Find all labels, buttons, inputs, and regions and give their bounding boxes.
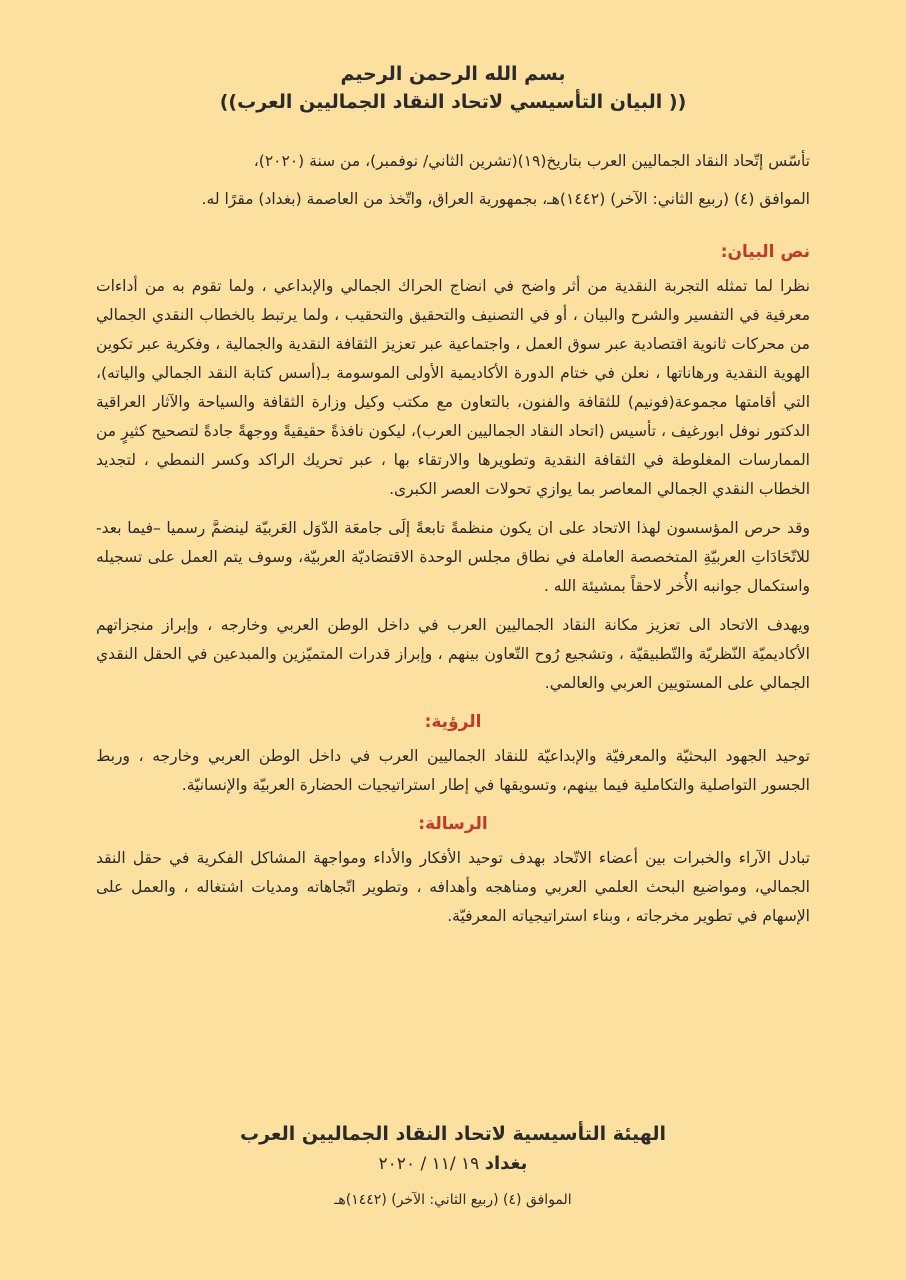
footer-organization: الهيئة التأسيسية لاتحاد النقاد الجماليين العرب [240, 1123, 666, 1145]
statement-paragraph-1: نظرا لما تمثله التجربة النقدية من أثر واضح في انضاج الحراك الجمالي والإبداعي ، ولما تقوم به من أداءات معرفية في التفسير والشرح والبيان ، أو في التصنيف والتحقيق والتحقيب ، ولما يرتبط بالخطاب النقدي الجمالي من محركات ثانوية اقتصادية عبر سوق العمل ، واجتماعية عبر تعزيز الثقافة النقدية والجمالية ، وفكرية عبر تكوين الهوية النقدية ورهاناتها ، نعلن في ختام الدورة الأكاديمية الأولى الموسومة بـ(أسس كتابة النقد الجمالي والياته)، التي أقامتها مجموعة(فونيم) للثقافة والفنون، بالتعاون مع مكتب وكيل وزارة الثقافة والسياحة والآثار العراقية الدكتور نوفل ابورغيف ، تأسيس (اتحاد النقاد الجماليين العرب)، ليكون نافذةً حقيقيةً ووجهةً جادةً لتصحيح كثيرٍ من الممارسات المغلوطة في الثقافة النقدية وتطويرها والارتقاء بها ، عبر تحريك الراكد وكسر النمطي ، لتجديد الخطاب النقدي الجمالي المعاصر بما يوازي تحولات العصر الكبرى. [96, 277, 810, 498]
intro-line-2: الموافق (٤) (ربيع الثاني: الآخر) (١٤٤٢)هـ، بجمهورية العراق، واتّخذ من العاصمة (بغداد) مقرًا له. [201, 190, 810, 208]
footer-date: ١٩ /١١ / ٢٠٢٠ [378, 1154, 480, 1174]
basmala: بسم الله الرحمن الرحيم [340, 63, 566, 85]
mission-text: تبادل الآراء والخبرات بين أعضاء الاتّحاد بهدف توحيد الأفكار والأداء ومواجهة المشاكل الفكرية في حقل النقد الجمالي، ومواضيع البحث العلمي العربي ومناهجه وأهدافه ، وتطوير اتّجاهاته ومديات اشتغاله ، والعمل على الإسهام في تطوير مخرجاته ، وبناء استراتيجياته المعرفيّة. [96, 849, 810, 925]
statement-section [96, 238, 810, 698]
document-title: (( البيان التأسيسي لاتحاد النقاد الجماليين العرب)) [219, 91, 687, 113]
vision-title: الرؤية: [424, 712, 482, 732]
document-header [96, 60, 810, 116]
footer-place-date [0, 1150, 906, 1178]
mission-section [96, 810, 810, 931]
footer-city: بغداد [484, 1153, 528, 1174]
mission-title: الرسالة: [418, 814, 488, 834]
statement-paragraph-2: وقد حرص المؤسسون لهذا الاتحاد على ان يكون منظمةً تابعةً إلَى جامعَة الدّوَل العَربيّة لينضمَّ رسميا –فيما بعد- للاتّحَادَاتِ العربيّةِ المتخصصة العاملة في نطاق مجلس الوحدة الاقتصَاديّة العربيّة، وسوف يتم العمل على تسجيله واستكمال جوانبه الأُخر لاحقاً بمشيئة الله . [96, 519, 810, 595]
intro-line-1: تأسّس إتّحاد النقاد الجماليين العرب بتاريخ(١٩)(تشرين الثاني/ نوفمبر)، من سنة (٢٠٢٠)، [253, 152, 810, 170]
footer-hijri-date: الموافق (٤) (ربيع الثاني: الآخر) (١٤٤٢)هـ [334, 1192, 572, 1208]
document-footer [0, 1118, 906, 1220]
vision-text: توحيد الجهود البحثيّة والمعرفيّة والإبداعيّة للنقاد الجماليين العرب في داخل الوطن العربي وخارجه ، وربط الجسور التواصلية والتكاملية فيما بينهم، وتسويقها في إطار استراتيجيات الحضارة العربيّة والإنسانيّة. [96, 747, 810, 794]
statement-paragraph-3: ويهدف الاتحاد الى تعزيز مكانة النقاد الجماليين العرب في داخل الوطن العربي وخارجه ، وإبراز منجزاتهم الأكاديميّة النّظريّة والتّطبيقيّة ، وتشجيع رُوح التّعاون بينهم ، وإبراز قدرات المتميّزين والمبدعين في الحقل النقدي الجمالي على المستويين العربي والعالمي. [96, 616, 810, 692]
statement-title: نص البيان: [720, 242, 810, 262]
vision-section [96, 708, 810, 800]
intro-section [96, 142, 810, 218]
